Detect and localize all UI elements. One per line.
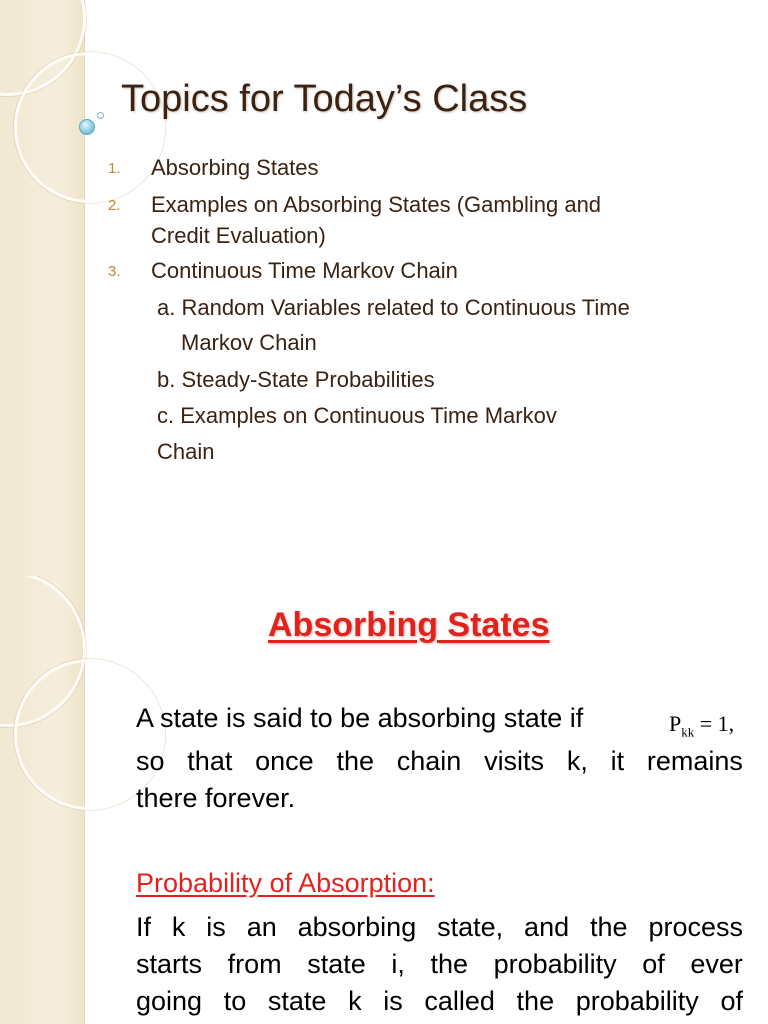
title-bullet-small-icon: [97, 112, 104, 119]
word: probability: [493, 949, 617, 979]
formula-subscript: kk: [681, 724, 695, 740]
word: the: [430, 949, 468, 979]
topic-item: Examples on Absorbing States (Gambling and: [151, 192, 602, 217]
definition-line-3: there forever.: [136, 783, 296, 813]
subtopic-item: c. Examples on Continuous Time Markov: [157, 403, 557, 428]
topic-item-continued: Credit Evaluation): [151, 223, 326, 248]
topic-number: 1.: [108, 160, 121, 177]
word: from: [227, 949, 282, 979]
topic-number: 2.: [108, 197, 121, 214]
word: to: [223, 986, 247, 1016]
word: k: [171, 912, 186, 942]
slide-absorbing-states: [0, 576, 768, 1024]
title-bullet-icon: [79, 119, 95, 135]
word: probability: [575, 986, 699, 1016]
word: it: [610, 746, 625, 776]
word: that: [187, 746, 233, 776]
word: process: [648, 912, 743, 942]
definition-line-2: [136, 746, 743, 777]
word: absorbing: [297, 912, 417, 942]
slide-title: Topics for Today’s Class: [121, 78, 528, 120]
word: If: [136, 912, 152, 942]
word: state: [267, 986, 327, 1016]
formula-p: P: [669, 711, 682, 736]
word: state: [307, 949, 366, 979]
word: and: [524, 912, 570, 942]
topic-item: Continuous Time Markov Chain: [151, 258, 458, 283]
word: remains: [646, 746, 743, 776]
probability-title: Probability of Absorption:: [136, 868, 435, 898]
probability-line-3: [136, 986, 743, 1017]
word: of: [720, 986, 743, 1016]
word: going: [136, 986, 203, 1016]
word: is: [206, 912, 226, 942]
subtopic-item-continued: Markov Chain: [181, 330, 317, 355]
subtopic-item: a. Random Variables related to Continuous Time: [157, 295, 630, 320]
word: the: [336, 746, 374, 776]
subtopic-item-continued: Chain: [157, 439, 215, 464]
word: an: [246, 912, 277, 942]
word: called: [424, 986, 495, 1016]
word: the: [590, 912, 628, 942]
definition-line-1: A state is said to be absorbing state if: [136, 703, 584, 733]
word: the: [516, 986, 555, 1016]
word: is: [383, 986, 403, 1016]
formula-rest: = 1,: [694, 711, 735, 736]
word: once: [255, 746, 314, 776]
probability-line-1: [136, 912, 743, 943]
topic-number: 3.: [108, 263, 121, 280]
slide-heading: Absorbing States: [268, 606, 550, 644]
word: i,: [391, 949, 405, 979]
probability-line-2: [136, 949, 743, 980]
word: state,: [437, 912, 504, 942]
subtopic-item: b. Steady-State Probabilities: [157, 367, 435, 392]
word: chain: [396, 746, 462, 776]
word: k,: [566, 746, 588, 776]
topic-item: Absorbing States: [151, 155, 319, 180]
word: so: [136, 746, 165, 776]
word: visits: [484, 746, 545, 776]
word: ever: [690, 949, 743, 979]
absorbing-formula: [669, 711, 734, 740]
word: k: [348, 986, 362, 1016]
word: starts: [136, 949, 203, 979]
word: of: [642, 949, 665, 979]
